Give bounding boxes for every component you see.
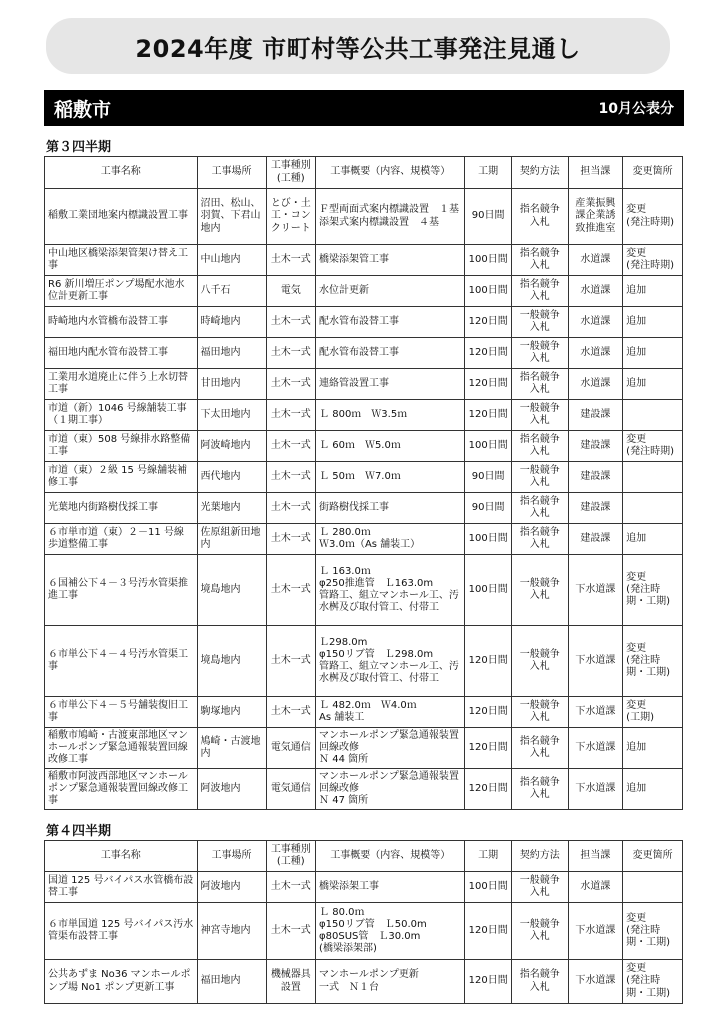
table-row bbox=[45, 769, 683, 810]
department: 建設課 bbox=[568, 524, 623, 555]
work-location: 佐原組新田地内 bbox=[197, 524, 266, 555]
works-table-q3 bbox=[44, 156, 683, 810]
change-note bbox=[623, 872, 683, 903]
table-row bbox=[45, 431, 683, 462]
department: 水道課 bbox=[568, 276, 623, 307]
contract-method: 一般競争入札 bbox=[511, 462, 568, 493]
work-type: 土木一式 bbox=[266, 307, 315, 338]
work-period: 120日間 bbox=[465, 338, 511, 369]
work-location: 阿波崎地内 bbox=[197, 431, 266, 462]
work-type: とび・土工・コンクリート bbox=[266, 189, 315, 245]
section-label-q4: 第４四半期 bbox=[46, 824, 112, 839]
change-note: 変更 (発注時期) bbox=[623, 189, 683, 245]
work-period: 100日間 bbox=[465, 872, 511, 903]
contract-method: 指名競争入札 bbox=[511, 728, 568, 769]
work-summary: 連絡管設置工事 bbox=[316, 369, 465, 400]
work-name: 市道（東）508 号線排水路整備工事 bbox=[45, 431, 198, 462]
work-type: 機械器具設置 bbox=[266, 960, 315, 1004]
work-name: 稲敷工業団地案内標識設置工事 bbox=[45, 189, 198, 245]
department: 水道課 bbox=[568, 872, 623, 903]
work-type: 土木一式 bbox=[266, 626, 315, 697]
table-row bbox=[45, 307, 683, 338]
work-name: 市道（東）２級 15 号線舗装補修工事 bbox=[45, 462, 198, 493]
department: 水道課 bbox=[568, 338, 623, 369]
column-header-work-name: 工事名称 bbox=[45, 841, 198, 872]
work-location: 光葉地内 bbox=[197, 493, 266, 524]
work-summary: 街路樹伐採工事 bbox=[316, 493, 465, 524]
page-title: 2024年度 市町村等公共工事発注見通し bbox=[46, 18, 670, 74]
work-name: ６市単公下４－５号舗装復旧工事 bbox=[45, 697, 198, 728]
work-type: 土木一式 bbox=[266, 493, 315, 524]
department: 下水道課 bbox=[568, 903, 623, 960]
work-period: 90日間 bbox=[465, 462, 511, 493]
contract-method: 指名競争入札 bbox=[511, 960, 568, 1004]
work-type: 土木一式 bbox=[266, 245, 315, 276]
work-type: 土木一式 bbox=[266, 697, 315, 728]
work-period: 120日間 bbox=[465, 903, 511, 960]
work-location: 中山地内 bbox=[197, 245, 266, 276]
department: 建設課 bbox=[568, 462, 623, 493]
work-period: 120日間 bbox=[465, 307, 511, 338]
contract-method: 一般競争入札 bbox=[511, 400, 568, 431]
change-note bbox=[623, 400, 683, 431]
work-summary: Ｌ 482.0ｍ Ｗ4.0ｍ As 舗装工 bbox=[316, 697, 465, 728]
table-header-row bbox=[45, 841, 683, 872]
work-period: 120日間 bbox=[465, 400, 511, 431]
column-header-department: 担当課 bbox=[568, 841, 623, 872]
work-summary: Ｌ 163.0ｍ φ250推進管 Ｌ163.0m 管路工、組立マンホール工、汚水桝及び取付管工、付帯工 bbox=[316, 555, 465, 626]
column-header-work-period: 工期 bbox=[465, 841, 511, 872]
work-type: 土木一式 bbox=[266, 462, 315, 493]
contract-method: 一般競争入札 bbox=[511, 338, 568, 369]
work-type: 土木一式 bbox=[266, 524, 315, 555]
work-name: ６市単市道（東）２－11 号線歩道整備工事 bbox=[45, 524, 198, 555]
work-name: 公共あずま No36 マンホールポンプ場 No1 ポンプ更新工事 bbox=[45, 960, 198, 1004]
work-name: R6 新川増圧ポンプ場配水池水位計更新工事 bbox=[45, 276, 198, 307]
table-row bbox=[45, 697, 683, 728]
column-header-work-period: 工期 bbox=[465, 157, 511, 189]
work-name: 国道 125 号バイパス水管橋布設替工事 bbox=[45, 872, 198, 903]
contract-method: 一般競争入札 bbox=[511, 903, 568, 960]
department: 建設課 bbox=[568, 493, 623, 524]
work-name: 稲敷市鳩崎・古渡東部地区マンホールポンプ緊急通報装置回線改修工事 bbox=[45, 728, 198, 769]
work-name: ６国補公下４－３号汚水管渠推進工事 bbox=[45, 555, 198, 626]
department: 水道課 bbox=[568, 307, 623, 338]
work-type: 電気通信 bbox=[266, 769, 315, 810]
work-summary: Ｆ型両面式案内標識設置 １基 添架式案内標識設置 ４基 bbox=[316, 189, 465, 245]
work-name: 稲敷市阿波西部地区マンホールポンプ緊急通報装置回線改修工事 bbox=[45, 769, 198, 810]
work-period: 120日間 bbox=[465, 369, 511, 400]
change-note bbox=[623, 493, 683, 524]
work-name: ６市単国道 125 号バイパス汚水管渠布設替工事 bbox=[45, 903, 198, 960]
table-row bbox=[45, 728, 683, 769]
table-row bbox=[45, 555, 683, 626]
department: 下水道課 bbox=[568, 626, 623, 697]
column-header-work-summary: 工事概要（内容、規模等） bbox=[316, 841, 465, 872]
work-summary: Ｌ 280.0ｍ Ｗ3.0ｍ（As 舗装工） bbox=[316, 524, 465, 555]
department: 水道課 bbox=[568, 369, 623, 400]
table-header-row bbox=[45, 157, 683, 189]
table-row bbox=[45, 338, 683, 369]
work-period: 120日間 bbox=[465, 697, 511, 728]
column-header-contract-method: 契約方法 bbox=[511, 841, 568, 872]
work-summary: マンホールポンプ更新 一式 Ｎ１台 bbox=[316, 960, 465, 1004]
work-name: 福田地内配水管布設替工事 bbox=[45, 338, 198, 369]
work-type: 電気通信 bbox=[266, 728, 315, 769]
change-note: 変更 (発注時期) bbox=[623, 431, 683, 462]
change-note bbox=[623, 462, 683, 493]
work-name: ６市単公下４－４号汚水管渠工事 bbox=[45, 626, 198, 697]
change-note: 追加 bbox=[623, 524, 683, 555]
work-location: 鳩崎・古渡地内 bbox=[197, 728, 266, 769]
city-header-bar bbox=[44, 90, 684, 126]
change-note: 追加 bbox=[623, 307, 683, 338]
contract-method: 指名競争入札 bbox=[511, 493, 568, 524]
work-type: 土木一式 bbox=[266, 400, 315, 431]
table-row bbox=[45, 462, 683, 493]
work-summary: 水位計更新 bbox=[316, 276, 465, 307]
work-location: 境島地内 bbox=[197, 555, 266, 626]
change-note: 追加 bbox=[623, 369, 683, 400]
work-summary: 橋梁添架管工事 bbox=[316, 245, 465, 276]
work-location: 阿波地内 bbox=[197, 872, 266, 903]
work-period: 120日間 bbox=[465, 769, 511, 810]
work-location: 駒塚地内 bbox=[197, 697, 266, 728]
contract-method: 指名競争入札 bbox=[511, 189, 568, 245]
table-row bbox=[45, 369, 683, 400]
work-name: 工業用水道廃止に伴う上水切替工事 bbox=[45, 369, 198, 400]
work-type: 土木一式 bbox=[266, 338, 315, 369]
work-summary: Ｌ 80.0ｍ φ150リブ管 Ｌ50.0m φ80SUS管 Ｌ30.0m (橋梁添架部) bbox=[316, 903, 465, 960]
work-name: 時崎地内水管橋布設替工事 bbox=[45, 307, 198, 338]
contract-method: 指名競争入札 bbox=[511, 245, 568, 276]
work-summary: Ｌ 800ｍ Ｗ3.5ｍ bbox=[316, 400, 465, 431]
table-row bbox=[45, 524, 683, 555]
change-note: 変更 (発注時期・工期) bbox=[623, 960, 683, 1004]
section-label-q3: 第３四半期 bbox=[46, 140, 112, 155]
column-header-work-type: 工事種別 (工種) bbox=[266, 841, 315, 872]
column-header-department: 担当課 bbox=[568, 157, 623, 189]
work-location: 下太田地内 bbox=[197, 400, 266, 431]
work-type: 土木一式 bbox=[266, 903, 315, 960]
change-note: 追加 bbox=[623, 728, 683, 769]
table-row bbox=[45, 872, 683, 903]
change-note: 追加 bbox=[623, 338, 683, 369]
work-location: 境島地内 bbox=[197, 626, 266, 697]
contract-method: 指名競争入札 bbox=[511, 369, 568, 400]
work-name: 中山地区橋梁添架管架け替え工事 bbox=[45, 245, 198, 276]
work-location: 時崎地内 bbox=[197, 307, 266, 338]
column-header-contract-method: 契約方法 bbox=[511, 157, 568, 189]
works-table-q4 bbox=[44, 840, 683, 1004]
work-summary: 配水管布設替工事 bbox=[316, 338, 465, 369]
table-row bbox=[45, 626, 683, 697]
work-summary: 橋梁添架工事 bbox=[316, 872, 465, 903]
department: 下水道課 bbox=[568, 960, 623, 1004]
work-type: 土木一式 bbox=[266, 431, 315, 462]
work-period: 120日間 bbox=[465, 960, 511, 1004]
work-summary: マンホールポンプ緊急通報装置回線改修 Ｎ 44 箇所 bbox=[316, 728, 465, 769]
department: 建設課 bbox=[568, 400, 623, 431]
department: 水道課 bbox=[568, 245, 623, 276]
work-location: 福田地内 bbox=[197, 960, 266, 1004]
work-name: 光葉地内街路樹伐採工事 bbox=[45, 493, 198, 524]
table-row bbox=[45, 276, 683, 307]
work-name: 市道（新）1046 号線舗装工事（１期工事） bbox=[45, 400, 198, 431]
department: 下水道課 bbox=[568, 555, 623, 626]
work-type: 土木一式 bbox=[266, 555, 315, 626]
contract-method: 一般競争入札 bbox=[511, 555, 568, 626]
work-period: 90日間 bbox=[465, 189, 511, 245]
table-row bbox=[45, 189, 683, 245]
column-header-work-name: 工事名称 bbox=[45, 157, 198, 189]
work-type: 土木一式 bbox=[266, 369, 315, 400]
work-summary: Ｌ 50ｍ Ｗ7.0ｍ bbox=[316, 462, 465, 493]
work-period: 100日間 bbox=[465, 524, 511, 555]
column-header-work-summary: 工事概要（内容、規模等） bbox=[316, 157, 465, 189]
work-location: 甘田地内 bbox=[197, 369, 266, 400]
contract-method: 一般競争入札 bbox=[511, 872, 568, 903]
change-note: 変更 (発注時期・工期) bbox=[623, 555, 683, 626]
column-header-change-note: 変更箇所 bbox=[623, 157, 683, 189]
table-row bbox=[45, 245, 683, 276]
contract-method: 指名競争入札 bbox=[511, 276, 568, 307]
column-header-work-location: 工事場所 bbox=[197, 157, 266, 189]
work-type: 電気 bbox=[266, 276, 315, 307]
column-header-work-type: 工事種別 (工種) bbox=[266, 157, 315, 189]
table-row bbox=[45, 493, 683, 524]
change-note: 変更 (工期) bbox=[623, 697, 683, 728]
column-header-change-note: 変更箇所 bbox=[623, 841, 683, 872]
department: 下水道課 bbox=[568, 728, 623, 769]
work-period: 100日間 bbox=[465, 555, 511, 626]
work-type: 土木一式 bbox=[266, 872, 315, 903]
work-period: 90日間 bbox=[465, 493, 511, 524]
department: 建設課 bbox=[568, 431, 623, 462]
work-summary: マンホールポンプ緊急通報装置回線改修 Ｎ 47 箇所 bbox=[316, 769, 465, 810]
change-note: 変更 (発注時期) bbox=[623, 245, 683, 276]
department: 下水道課 bbox=[568, 697, 623, 728]
work-period: 120日間 bbox=[465, 626, 511, 697]
change-note: 追加 bbox=[623, 276, 683, 307]
department: 下水道課 bbox=[568, 769, 623, 810]
work-location: 沼田、松山、羽賀、下君山地内 bbox=[197, 189, 266, 245]
change-note: 追加 bbox=[623, 769, 683, 810]
contract-method: 一般競争入札 bbox=[511, 626, 568, 697]
table-row bbox=[45, 903, 683, 960]
work-period: 100日間 bbox=[465, 276, 511, 307]
work-summary: Ｌ298.0m φ150リブ管 Ｌ298.0m 管路工、組立マンホール工、汚水桝及び取付管工、付帯工 bbox=[316, 626, 465, 697]
contract-method: 指名競争入札 bbox=[511, 769, 568, 810]
work-location: 八千石 bbox=[197, 276, 266, 307]
work-summary: 配水管布設替工事 bbox=[316, 307, 465, 338]
contract-method: 一般競争入札 bbox=[511, 697, 568, 728]
work-location: 福田地内 bbox=[197, 338, 266, 369]
work-summary: Ｌ 60ｍ Ｗ5.0ｍ bbox=[316, 431, 465, 462]
contract-method: 指名競争入札 bbox=[511, 431, 568, 462]
work-period: 120日間 bbox=[465, 728, 511, 769]
work-period: 100日間 bbox=[465, 245, 511, 276]
work-location: 西代地内 bbox=[197, 462, 266, 493]
publication-label: 10月公表分 bbox=[598, 101, 674, 117]
work-period: 100日間 bbox=[465, 431, 511, 462]
department: 産業振興課企業誘致推進室 bbox=[568, 189, 623, 245]
table-row bbox=[45, 400, 683, 431]
work-location: 阿波地内 bbox=[197, 769, 266, 810]
change-note: 変更 (発注時期・工期) bbox=[623, 626, 683, 697]
column-header-work-location: 工事場所 bbox=[197, 841, 266, 872]
contract-method: 指名競争入札 bbox=[511, 524, 568, 555]
table-row bbox=[45, 960, 683, 1004]
work-location: 神宮寺地内 bbox=[197, 903, 266, 960]
city-name: 稲敷市 bbox=[54, 98, 112, 121]
contract-method: 一般競争入札 bbox=[511, 307, 568, 338]
change-note: 変更 (発注時期・工期) bbox=[623, 903, 683, 960]
